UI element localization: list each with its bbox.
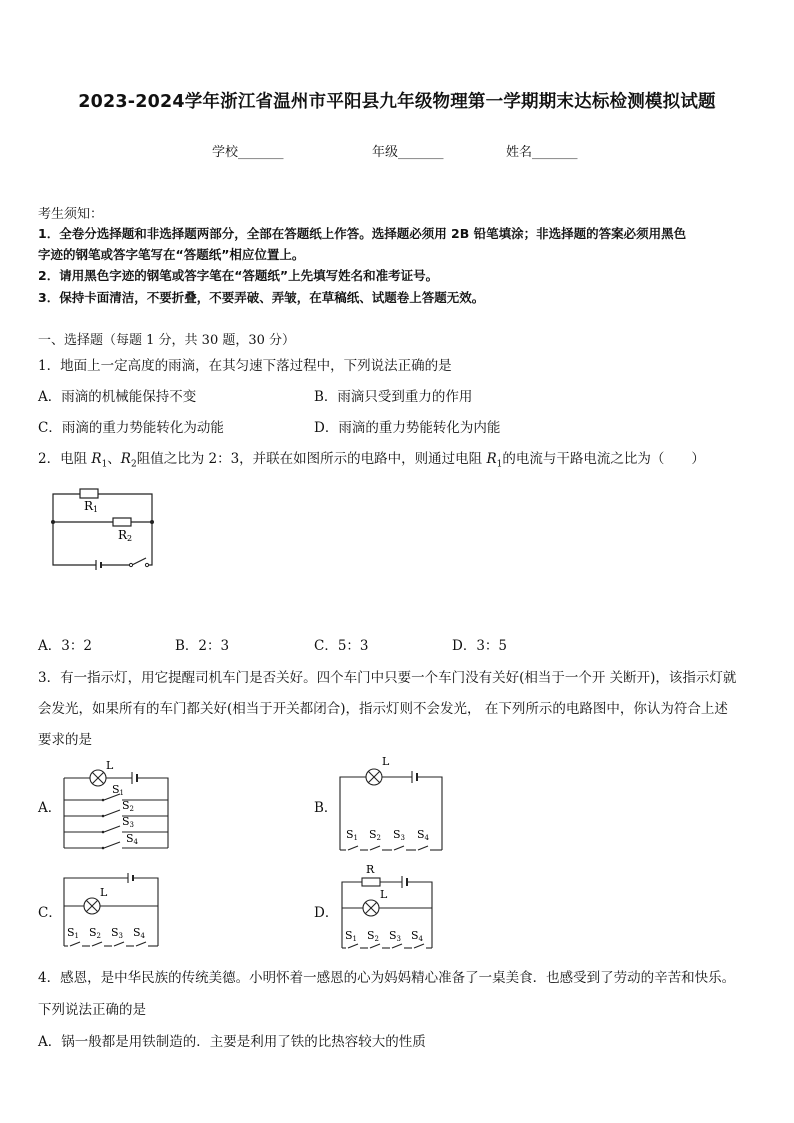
question-3-stem: 3．有一指示灯，用它提醒司机车门是否关好。四个车门中只要一个车门没有关好(相当于一个开 关断开)，该指示灯就: [38, 670, 737, 686]
lamp-label: L: [380, 888, 388, 901]
switch-label-s3: S3: [122, 815, 135, 829]
switch-label-s2: S2: [122, 799, 135, 813]
q1-option-b: B．雨滴只受到重力的作用: [314, 389, 473, 405]
notice-line: 2．请用黑色字迹的钢笔或答字笔在“答题纸”上先填写姓名和准考证号。: [38, 268, 439, 283]
q3-circuit-b: [336, 756, 448, 854]
notice-line: 字迹的钢笔或答字笔写在“答题纸”相应位置上。: [38, 247, 305, 262]
q3-circuit-d: [336, 862, 440, 952]
q1-option-c: C．雨滴的重力势能转化为动能: [38, 420, 224, 436]
page-title: 2023-2024学年浙江省温州市平阳县九年级物理第一学期期末达标检测模拟试题: [78, 92, 716, 112]
switch-label-s3: S3: [111, 926, 124, 940]
q3-circuit-c: [60, 872, 164, 950]
notice-line: 1．全卷分选择题和非选择题两部分，全部在答题纸上作答。选择题必须用 2B 铅笔填涂；非选择题的答案必须用黑色: [38, 226, 687, 241]
question-4-stem: 下列说法正确的是: [38, 1002, 146, 1018]
question-4-stem: 4．感恩，是中华民族的传统美德。小明怀着一感恩的心为妈妈精心准备了一桌美食．也感受到了劳动的辛苦和快乐。: [38, 970, 736, 986]
q1-option-a: A．雨滴的机械能保持不变: [38, 389, 197, 405]
switch-label-s1: S1: [67, 926, 80, 940]
switch-label-s4: S4: [133, 926, 146, 940]
q2-option-c: C．5：3: [314, 638, 369, 654]
q2-option-b: B．2：3: [175, 638, 230, 654]
q3-option-d-label: D．: [314, 905, 339, 921]
q3-option-b-label: B．: [314, 800, 338, 816]
switch-label-s2: S2: [367, 929, 380, 943]
switch-label-s1: S1: [346, 828, 359, 842]
grade-field: 年级_______: [372, 145, 444, 160]
switch-label-s2: S2: [89, 926, 102, 940]
switch-label-s4: S4: [417, 828, 430, 842]
q3-option-c-label: C．: [38, 905, 62, 921]
question-3-stem: 会发光，如果所有的车门都关好(相当于开关都闭合)，指示灯则不会发光， 在下列所示的电路图中，你认为符合上述: [38, 701, 728, 717]
r2-label: R2: [118, 528, 133, 543]
q2-circuit-diagram: [50, 484, 160, 574]
lamp-label: L: [106, 759, 114, 772]
question-2-stem: 2．电阻 $R_1$、$R_2$阻值之比为 2：3，并联在如图所示的电路中，则通过电阻 $R_1$的电流与干路电流之比为（ ）: [38, 451, 705, 470]
switch-label-s1: S1: [112, 783, 125, 797]
q2-option-d: D．3：5: [452, 638, 508, 654]
switch-label-s3: S3: [393, 828, 406, 842]
q3-option-a-label: A．: [38, 800, 62, 816]
notice-line: 3．保持卡面清洁，不要折叠，不要弄破、弄皱，在草稿纸、试题卷上答题无效。: [38, 290, 485, 305]
switch-label-s1: S1: [345, 929, 358, 943]
switch-label-s3: S3: [389, 929, 402, 943]
school-field: 学校_______: [212, 145, 284, 160]
q2-option-a: A．3：2: [38, 638, 92, 654]
lamp-label: L: [382, 756, 390, 768]
section-heading: 一、选择题（每题 1 分，共 30 题，30 分）: [38, 333, 296, 348]
q3-circuit-a: [58, 758, 176, 854]
switch-label-s2: S2: [369, 828, 382, 842]
r1-label: R1: [84, 499, 99, 514]
question-3-stem: 要求的是: [38, 732, 92, 748]
name-field: 姓名_______: [506, 145, 578, 160]
switch-label-s4: S4: [126, 832, 139, 846]
resistor-label: R: [366, 863, 375, 876]
notice-heading: 考生须知：: [38, 207, 104, 222]
q1-option-d: D．雨滴的重力势能转化为内能: [314, 420, 501, 436]
q4-option-a: A．锅一般都是用铁制造的．主要是利用了铁的比热容较大的性质: [38, 1034, 426, 1050]
lamp-label: L: [100, 886, 108, 899]
question-1-stem: 1．地面上一定高度的雨滴，在其匀速下落过程中，下列说法正确的是: [38, 358, 452, 374]
switch-label-s4: S4: [411, 929, 424, 943]
